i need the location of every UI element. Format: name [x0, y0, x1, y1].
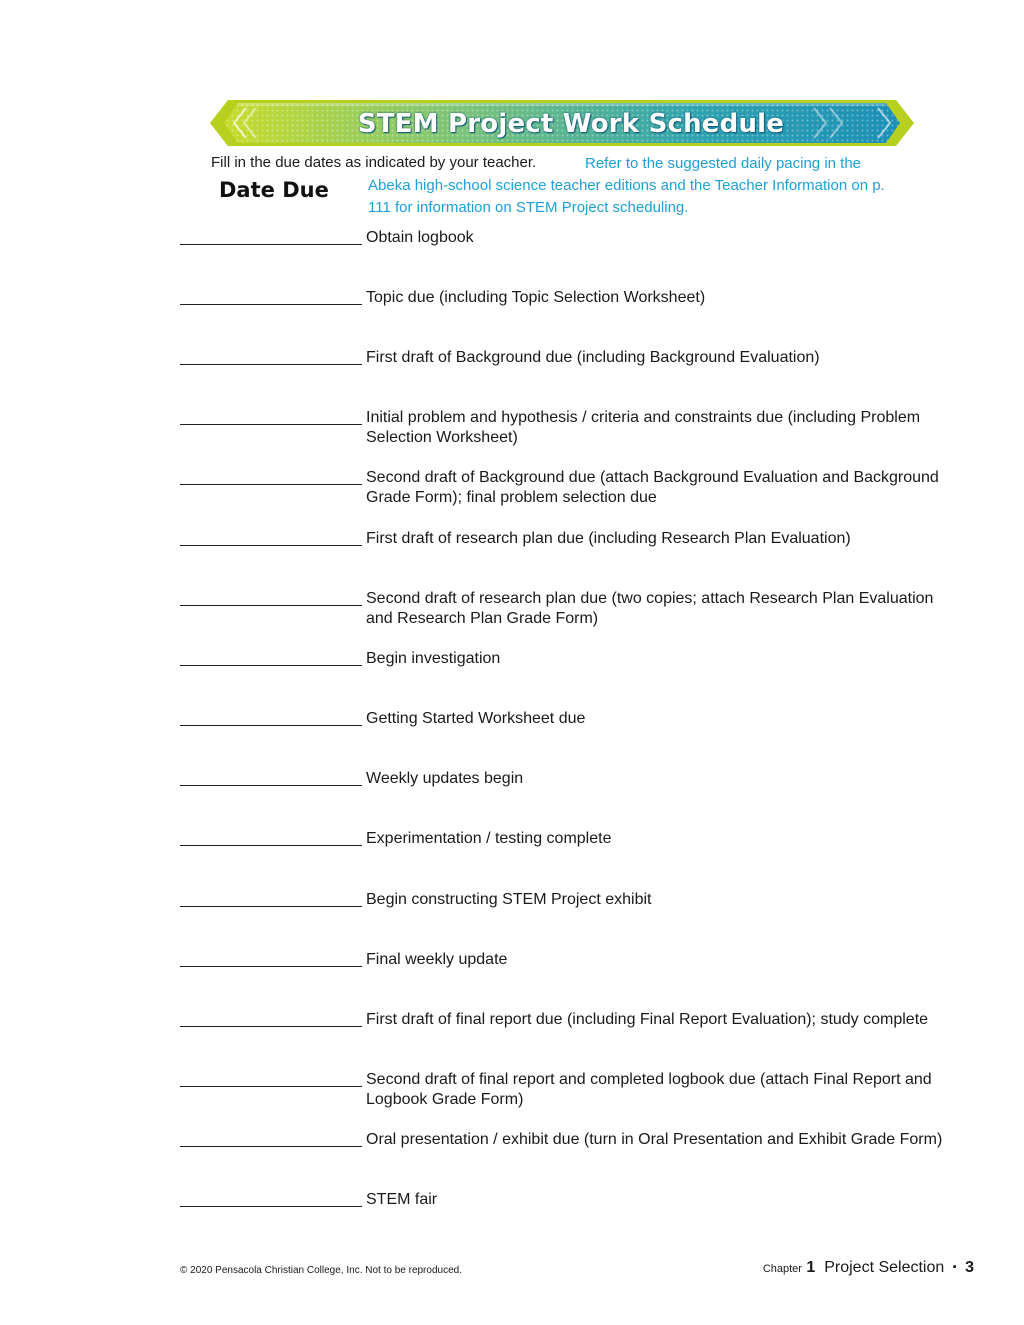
- date-due-heading: Date Due: [219, 178, 329, 202]
- date-blank[interactable]: [180, 605, 362, 606]
- page-number: 3: [965, 1259, 974, 1276]
- task-label: Begin constructing STEM Project exhibit: [366, 891, 652, 908]
- date-blank[interactable]: [180, 364, 362, 365]
- date-blank[interactable]: [180, 1086, 362, 1087]
- section-title: Project Selection: [824, 1259, 945, 1276]
- task-label: First draft of final report due (including Final Report Evaluation); study complete: [366, 1011, 929, 1028]
- date-blank[interactable]: [180, 785, 362, 786]
- task-label: Topic due (including Topic Selection Worksheet): [366, 289, 706, 306]
- date-blank[interactable]: [180, 906, 362, 907]
- date-blank[interactable]: [180, 1206, 362, 1207]
- task-label: Second draft of research plan due (two copies; attach Research Plan Evaluation and Research Plan Grade Form): [366, 590, 934, 627]
- date-blank[interactable]: [180, 725, 362, 726]
- task-label: Second draft of final report and completed logbook due (attach Final Report and Logbook Grade Form): [366, 1071, 932, 1108]
- date-blank[interactable]: [180, 545, 362, 546]
- date-blank[interactable]: [180, 966, 362, 967]
- date-blank[interactable]: [180, 845, 362, 846]
- instruction-text: Fill in the due dates as indicated by your teacher.: [211, 154, 537, 171]
- page-title: STEM Project Work Schedule: [357, 109, 785, 139]
- task-label: Experimentation / testing complete: [366, 830, 612, 847]
- date-blank[interactable]: [180, 484, 362, 485]
- chapter-word: Chapter: [762, 1263, 802, 1275]
- date-blank[interactable]: [180, 665, 362, 666]
- task-label: STEM fair: [366, 1191, 438, 1208]
- task-label: Oral presentation / exhibit due (turn in Oral Presentation and Exhibit Grade Form): [366, 1131, 943, 1148]
- task-label: Second draft of Background due (attach Background Evaluation and Background Grade Form); final problem selection due: [366, 469, 939, 506]
- task-label: Obtain logbook: [366, 229, 474, 246]
- teacher-note: Refer to the suggested daily pacing in the Abeka high-school science teacher editions and the Teacher Information on p. 111 for information on STEM Project scheduling.: [368, 155, 885, 216]
- page-footer: [763, 1259, 974, 1277]
- task-label: Final weekly update: [366, 951, 508, 968]
- date-blank[interactable]: [180, 1026, 362, 1027]
- date-blank[interactable]: [180, 244, 362, 245]
- task-label: Initial problem and hypothesis / criteria and constraints due (including Problem Selection Worksheet): [366, 409, 921, 446]
- title-banner: [210, 98, 914, 148]
- footer-separator: ▪: [952, 1261, 957, 1273]
- task-label: Weekly updates begin: [366, 770, 524, 787]
- chapter-number: 1: [806, 1259, 816, 1276]
- task-label: First draft of Background due (including Background Evaluation): [366, 349, 820, 366]
- task-label: Begin investigation: [366, 650, 501, 667]
- task-label: First draft of research plan due (including Research Plan Evaluation): [366, 530, 851, 547]
- date-blank[interactable]: [180, 304, 362, 305]
- date-blank[interactable]: [180, 1146, 362, 1147]
- task-label: Getting Started Worksheet due: [366, 710, 586, 727]
- copyright-notice: © 2020 Pensacola Christian College, Inc. Not to be reproduced.: [180, 1265, 462, 1276]
- date-blank[interactable]: [180, 424, 362, 425]
